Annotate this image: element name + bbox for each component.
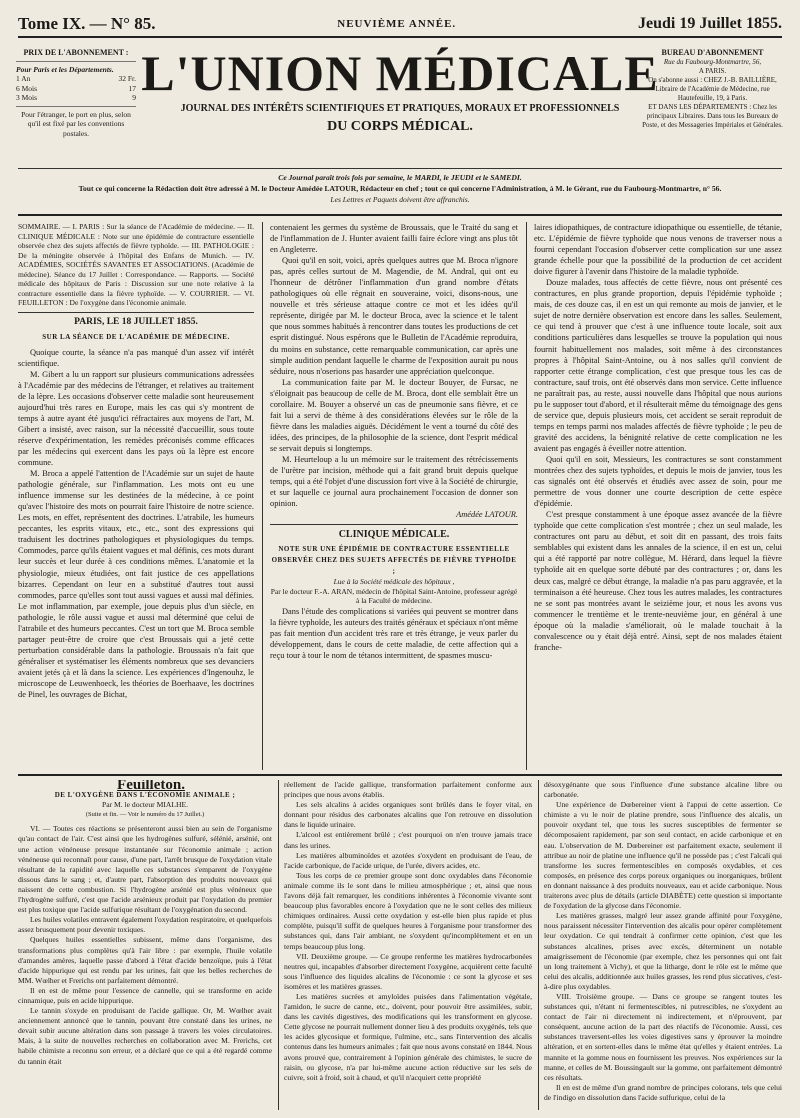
issue-date: Jeudi 19 Juillet 1855. — [637, 15, 782, 32]
journal-corps: DU CORPS MÉDICAL. — [327, 119, 473, 134]
paragraph: réellement de l'acide gallique, transformation parfaitement conforme aux principes que nous avons établis. — [284, 780, 532, 800]
subscription-table — [16, 74, 136, 103]
paragraph: M. Heurteloup a lu un mémoire sur le traitement des rétrécissements de l'urètre par incision, méthode qui a fait grand bruit depuis quelque temps, qui a été l'objet d'une discussion fort vive à la Société de chirurgie, et sur laquelle ce journal aura prochainement l'occasion de donner son opinion. — [270, 454, 518, 509]
paragraph: laires idiopathiques, de contracture idiopathique ou essentielle, de tétanie, etc. L'épidémie de fièvre typhoïde que nous venons de traverser nous a fourni cependant l'occasion d'observer cette complication sur une assez grande échelle pour que la possibilité de la production de cet accident doive figurer à l'avenir dans l'histoire de la maladie typhoïde. — [534, 223, 782, 277]
bureau-address: Rue du Faubourg-Montmartre, 56, — [663, 58, 762, 66]
masthead — [140, 44, 660, 135]
bureau-title: BUREAU D'ABONNEMENT — [661, 48, 764, 57]
publication-redaction: Tout ce qui concerne la Rédaction doit être adressé à M. le Docteur Amédée LATOUR, Rédacteur en chef ; tout ce qui concerne l'Administration, à M. le Gérant, rue du Faubourg-Montmartre, n° 56. — [78, 184, 722, 193]
paragraph: Quoi qu'il en soit, Messieurs, les contractures se sont constamment montrées chez des sujets typhoïdes, et depuis le mois de janvier, tous les cas signalés ont été observés et étudiés avec assez de soin, pour me permettre de vous donner une courte description de cette espèce d'épidémie. — [534, 454, 782, 509]
feuilleton-title: Feuilleton. — [117, 780, 185, 793]
journal-subtitle: JOURNAL DES INTÉRÊTS SCIENTIFIQUES ET PRATIQUES, MORAUX ET PROFESSIONNELS — [180, 103, 620, 114]
paragraph: Le tannin s'oxyde en produisant de l'acide gallique. Or, M. Wœlher avait anciennement annoncé que le tannin, pouvant être constaté dans les urines, ne devait subir aucune altération dans son passage à travers les voies circulatoires. Mais, à la suite de nouvelles recherches en collaboration avec M. Frerichs, cet habile chimiste a reconnu son erreur, et a déclaré que ce qui a été regardé comme du tannin était — [18, 1006, 272, 1066]
publication-info — [18, 172, 782, 205]
feuilleton-divider — [18, 774, 782, 776]
paragraph: Tous les corps de ce premier groupe sont donc oxydables dans l'économie animale comme ils le sont dans le milieu atmosphérique ; et, ainsi que nous l'avons déjà fait remarquer, les conditions inhérentes à l'économie vivante sont beaucoup plus favorables encore à l'oxydation que ne le sont celles des milieux chimiques ordinaires. Aussi cette oxydation y est-elle bien plus rapide et plus complète, puisqu'il suffit de quelques heures à l'organisme pour transformer des substances qui, dans l'air ambiant, ne s'oxydent qu'incomplètement et en un temps beaucoup plus long. — [284, 870, 532, 951]
paragraph: L'alcool est entièrement brûlé ; c'est pourquoi on n'en trouve jamais trace dans les urines. — [284, 830, 532, 850]
bureau-box — [640, 48, 785, 130]
tome-number: Tome IX. — N° 85. — [18, 14, 156, 33]
paragraph: Les matières sucrées et amyloïdes puisées dans l'alimentation végétale, l'amidon, le sucre de canne, etc., doivent, pour pouvoir être assimilées, subir, dans les cavités digestives, des modifications qui les transforment en glycose. Cette glycose ne pourrait nullement donner lieu à des produits oxygénés, tels que les acides glycosique et formique, l'ulmine, etc., sans l'intervention des alcalis contenus dans les humeurs animales ; fait que nous avons constaté en 1844. Nous avons prouvé que, contrairement à l'opinion générale des chimistes, le sucre de raisin, ou glycose, n'a par lui-même aucune action réductive sur les sels de cuivre, soit à froid, soit à chaud, et qu'il n'acquiert cette propriété — [284, 991, 532, 1082]
subscription-box — [16, 48, 136, 138]
paragraph: contenaient les germes du système de Broussais, que le Traité du sang et de l'inflammation de J. Hunter avaient failli faire éclore vingt ans plus tôt en Angleterre. — [270, 223, 518, 255]
feuilleton-column-1 — [18, 780, 272, 1110]
bureau-city: A PARIS. — [698, 67, 727, 75]
paragraph: Les huiles volatiles entravent également l'oxydation respiratoire, et quelquefois assez brusquement pour devenir toxiques. — [18, 915, 272, 935]
lecture-note: Lue à la Société médicale des hôpitaux , — [333, 577, 455, 587]
signature: Amédée LATOUR. — [456, 510, 518, 520]
feuilleton-suite: (Suite et fin. — Voir le numéro du 17 Juillet.) — [85, 811, 205, 819]
paragraph: Dans l'étude des complications si variées qui peuvent se montrer dans la fièvre typhoïde, les auteurs des traités généraux et spéciaux n'ont même pas fait mention d'un accident très rare et très étrange, je veux parler du développement, dans le cours de cette maladie, de cette affection qui a reçu tour à tour le nom de tétanos intermittent, de spasmes muscu- — [270, 606, 518, 661]
section-subtitle: NOTE SUR UNE ÉPIDÉMIE DE CONTRACTURE ESSENTIELLE OBSERVÉE CHEZ DES SUJETS AFFECTÉS DE FIÈVRE TYPHOÏDE ; — [271, 545, 517, 576]
paragraph: M. Gibert a lu un rapport sur plusieurs communications adressées à l'Académie par des médecins de l'étranger, et relatives au traitement de la lèpre. Les occasions d'observer cette maladie sont heureusement aujourd'hui très rares en Europe, mais les cas qui s'y montrent de temps à autre ayant été jusqu'ici réfractaires aux moyens de l'art, M. Gibert a insisté, avec raison, sur la nécessité d'accueillir, sous toute réserve d'expérimentation, les remèdes préconisés comme efficaces par les médecins qui exercent dans les pays où la lèpre est encore commune. — [18, 369, 254, 468]
price-value: 32 Fr. — [118, 74, 136, 83]
paragraph: Il en est de même d'un grand nombre de principes colorans, tels que celui de l'indigo en dissolution dans l'acide sulfurique, celui de la — [544, 1082, 782, 1102]
section-title: CLINIQUE MÉDICALE. — [338, 529, 450, 541]
paragraph: VII. Deuxième groupe. — Ce groupe renferme les matières hydrocarbonées neutres qui, incapables d'absorber directement l'oxygène, acquièrent cette faculté sous l'influence des liquides alcalins de l'économie : ce sont la glycose et ses isomères et les matières grasses. — [284, 951, 532, 991]
top-bar — [18, 12, 782, 38]
paragraph: M. Broca a appelé l'attention de l'Académie sur un sujet de haute pathologie générale, sur l'inflammation. Les mots ont eu une influence immense sur les destinées de la médecine, à ce point qu'avec l'histoire des mots on pourrait faire l'histoire de notre science. Les mots, en effet, représentent des doctrines. L'atrabile, les humeurs peccantes, les esprits vitaux, etc., etc., sont des expressions qui traduisent les doctrines pathologiques et physiologiques du temps. Commodes, parce qu'ils étaient vagues et mal définis, ces mots durant leur succès et leur durée à ces conditions mêmes. L'anatomie et la physiologie, mieux étudiées, ont fait justice de ces appellations bizarres. Cependant on leur en a substitué d'autres tout aussi commodes, parce qu'elles sont tout aussi vagues et aussi mal définies. Le mot inflammation, par exemple, joue depuis plus d'un siècle, en pathologie, le rôle aussi vague et aussi mal déterminé que celui de l'atrabile et des humeurs peccantes. C'est un tort que M. Broca semble partager peut-être de croire que c'est Broussais qui a jeté cette perturbation considérable dans la pathologie. Broussais n'a fait que généraliser et systématiser les éléments nombreux que ses devanciers avaient jetés çà et là dans la science. Les expériences d'Ingenouhz, le microscope de Leuwenhoeck, les théories de Boerhaave, les doctrines de Pinel, les ouvrages de Bichat, — [18, 469, 254, 700]
paragraph: Les matières albuminoïdes et azotées s'oxydent en produisant de l'eau, de l'acide carbonique, de l'acide urique, de l'urée, divers acides, etc. — [284, 850, 532, 870]
price-value: 17 — [128, 83, 136, 93]
paragraph: VIII. Troisième groupe. — Dans ce groupe se rangent toutes les substances qui, n'étant ni fermentescibles, ni putrescibles, ne s'oxydent au contact de l'air ni directement ni indirectement, et n'éprouvent, par conséquent, aucune action de la part des réactifs de l'économie. Aussi, ces substances traversent-elles les voies digestives sans y éprouver la moindre altération, et en sortent-elles dans le même état qu'elles y étaient entrées. La mannite et la gomme nous en fournissent les preuves. Nos expériences sur la manne, et celles de M. Boussingault sur la gomme, ont parfaitement démontré ces résultats. — [544, 991, 782, 1082]
column-1 — [18, 222, 254, 770]
column-3 — [534, 222, 782, 770]
column-rule — [278, 780, 279, 1110]
feuilleton-author: Par M. le docteur MIALHE. — [101, 800, 189, 810]
paragraph: Une expérience de Dœbereiner vient à l'appui de cette assertion. Ce chimiste a vu le noir de platine prendre, sous l'influence des alcalis, un pouvoir oxydant tel, que tous les sucres susceptibles de fermenter se décomposaient rapidement, par son seul contact, en acide carbonique et en eau. L'observation de M. Dœbereiner est parfaitement exacte, seulement il attribue au noir de platine une influence qu'il ne possède pas ; c'est l'alcali qui transforme les sucres fermentescibles en composés oxydables, et ces composés, en présence des corps poreux organiques ou inorganiques, brûlent en donnant naissance à des produits nouveaux, eau et acide carbonique. Nous traiterons avec plus de détails (article DIABÈTE) cette question si importante de l'oxydation de la glycose dans l'économie. — [544, 800, 782, 911]
sommaire: SOMMAIRE. — I. PARIS : Sur la séance de l'Académie de médecine. — II. CLINIQUE MÉDICALE : Note sur une épidémie de contracture essentielle observée chez des sujets affectés de fièvre typhoïde. — III. PATHOLOGIE : De la méningite observée à l'hôpital des Enfans de Munich. — IV. ACADÉMIES, SOCIÉTÉS SAVANTES ET ASSOCIATIONS. (Académie de médecine). Séance du 17 Juillet : Correspondance. — Rapports. — Société médicale des hôpitaux de Paris : Discussion sur une note relative à la contracture essentielle dans la fièvre typhoïde. — V. COURRIER. — VI. FEUILLETON : De l'oxygène dans l'économie animale. — [18, 222, 254, 307]
price-label: 6 Mois — [16, 83, 38, 93]
article-heading: SUR LA SÉANCE DE L'ACADÉMIE DE MÉDECINE. — [42, 332, 230, 341]
column-rule — [262, 222, 263, 770]
paragraph: La communication faite par M. le docteur Bouyer, de Fursac, ne s'éloignait pas beaucoup de celle de M. Broca, dont elle semblait être un corollaire. M. Bouyer a observé un cas de pneumonie sans fièvre, et ce fait lui a servi de thème à des considérations élevées sur le rôle de la fièvre dans les maladies aiguës. Décidément le vent a tourné du côté des idées, des principes, de la philosophie de la science, dont l'esprit médical se servait depuis si longtemps. — [270, 377, 518, 453]
subscription-region: Pour Paris et les Départements. — [16, 64, 114, 74]
feuilleton-column-3 — [544, 780, 782, 1110]
paragraph: désoxygénante que sous l'influence d'une substance alcaline libre ou carbonatée. — [544, 780, 782, 800]
subscription-title: PRIX DE L'ABONNEMENT : — [23, 48, 129, 57]
paragraph: Quoique courte, la séance n'a pas manqué d'un assez vif intérêt scientifique. — [18, 347, 254, 368]
subscription-note: Pour l'étranger, le port en plus, selon qu'il est fixé par les conventions postales. — [21, 109, 131, 138]
publication-frequency: Ce Journal paraît trois fois par semaine, le MARDI, le JEUDI et le SAMEDI. — [278, 173, 522, 182]
paragraph: Quoi qu'il en soit, voici, après quelques autres que M. Broca n'ignore pas, après celles surtout de M. Magendie, de M. Andral, qui ont eu l'honneur de détrôner l'inflammation d'un grand nombre d'états pathologiques où elle régnait en souveraine, voici, disons-nous, une nouvelle et très sérieuse attaque contre ce mot et les idées qu'il représente, dirigée par M. le docteur Broca, avec la science et le talent que nous sommes habitués à rencontrer dans toutes les productions de cet esprit distingué. Nous espérons que le Bulletin de l'Académie reproduira, du moins en substance, cette remarquable communication, car après une simple audition pendant laquelle le charme de l'exposition aurait pu nous séduire, nous n'oserions pas hasarder une appréciation quelconque. — [270, 256, 518, 376]
author-line: Par le docteur F.-A. ARAN, médecin de l'hôpital Saint-Antoine, professeur agrégé à la Faculté de médecine. — [270, 586, 518, 606]
column-rule — [526, 222, 527, 770]
paragraph: Les sels alcalins à acides organiques sont brûlés dans le foyer vital, en donnant pour résidus des carbonates alcalins que l'on retrouve en dissolution dans le liquide urinaire. — [284, 800, 532, 830]
annee: NEUVIÈME ANNÉE. — [337, 18, 457, 30]
divider — [18, 168, 782, 169]
paragraph: Il en est de même pour l'essence de cannelle, qui se transforme en acide cinnamique, puis en acide hippurique. — [18, 985, 272, 1005]
journal-title: L'UNION MÉDICALE — [141, 45, 659, 101]
divider — [18, 214, 782, 216]
price-value: 9 — [132, 93, 136, 102]
paragraph: VI. — Toutes ces réactions se présenteront aussi bien au sein de l'organisme qu'au contact de l'air. C'est ainsi que les hydrogènes sulfuré, sélénié, arsénié, ont une action vénéneuse presque instantanée sur l'économie animale ; action vénéneuse qui reconnaît pour cause, d'une part, l'arrêt brusque de l'oxydation vitale résultant de la rapidité avec laquelle ces substances s'emparent de l'oxygène dissous dans le sang ; et, d'autre part, l'absorption des produits nouveaux qui naissent de cette combustion. Si l'hydrogène arsénié est plus vénéneux que l'hydrogène sulfuré, c'est que l'acide arsénieux produit par l'oxydation du premier est plus toxique que l'acide sulfurique résultant de l'oxygénation du second. — [18, 824, 272, 915]
bureau-chez: On s'abonne aussi : CHEZ J.-B. BAILLIÈRE, Libraire de l'Académie de Médecine, rue Hautefeuille, 19, à Paris. — [648, 76, 777, 102]
price-label: 1 An — [16, 74, 31, 83]
paragraph: Les matières grasses, malgré leur assez grande affinité pour l'oxygène, nous paraissent nécessiter l'intervention des alcalis pour opérer complètement leur oxydation. Ce qui tendrait à confirmer cette opinion, c'est que les substances alcalines, prises avec excès, déterminent un notable amaigrissement de l'économie (par exemple, chez les personnes qui ont fait un long traitement à Vichy), et que la litharge, dont le rôle est le même que celui des alcalis, additionnée aux huiles grasses, les rend plus siccatives, c'est-à-dire plus oxydables. — [544, 911, 782, 991]
dateline: PARIS, LE 18 JUILLET 1855. — [74, 316, 198, 327]
column-2 — [270, 222, 518, 770]
column-rule — [538, 780, 539, 1110]
paragraph: C'est presque constamment à une époque assez avancée de la fièvre typhoïde que cette complication s'est montrée ; chez un seul malade, les contractures ont paru au début, et soit dit en passant, des trois faits semblables qui existent dans les annales de la science, il en est un, celui qui a été rapporté par notre collègue, M. Hérard, dans lequel la fièvre typhoïde ait en quelque sorte débuté par des contractures ; or, dans les deux cas, malgré ce début étrange, la maladie n'a pas paru aggravée, et la terminaison a été heureuse. Chez tous les autres malades, les contractures ne se sont pas montrées avant le seizième jour, et nous les avons vus commencer le trentième et le trente-neuvième jour, en général à une époque où la maladie s'améliorait, où le malade touchait à la convalescence ou y était déjà entré. Ainsi, sept de nos malades étaient franche- — [534, 510, 782, 652]
publication-letters: Les Lettres et Paquets doivent être affranchis. — [330, 195, 470, 204]
paragraph: Douze malades, tous affectés de cette fièvre, nous ont présenté ces contractures, en plus grande proportion, depuis l'épidémie typhoïde ; mais, de ces douze cas, il en est un qui remonte au mois de janvier, et le sujet de notre dernière observation est encore dans les salles. Seulement, ce qui tend à prouver que c'est à une influence toute locale, soit aux conditions particulières dans lesquelles se trouve la population qui nous fournit habituellement nos malades, soit même à des circonstances propres à l'hôpital Saint-Antoine, ou à nos salles qu'il convient de rapporter cette étrange complication, c'est que presque tous les cas de contracture, sauf trois, ont été observés dans mon service. Cette influence ne paraîtrait pas, au reste, aussi nouvelle dans l'hôpital que nous aurions pu le supposer tout d'abord, et il résulterait même du témoignage des gens de service que, depuis plusieurs mois, cet accident se serait reproduit de temps en temps parmi nos malades affectés de fièvre typhoïde ; le peu de gravité des accidens, la bénignité relative de cette complication ne les avaient pas engagés à éveiller notre attention. — [534, 278, 782, 453]
bureau-departements: ET DANS LES DÉPARTEMENTS : Chez les principaux Libraires. Dans tous les Bureaux de Poste, et des Messageries Impériales et Générales. — [642, 103, 783, 129]
paragraph: Quelques huiles essentielles subissent, même dans l'organisme, des transformations plus complètes qu'à l'air libre : par exemple, l'huile volatile d'amandes amères, laquelle passe d'abord à l'état d'acide benzoïque, puis à l'état d'acide hippurique qui est rendu par les urines, fait que les belles recherches de MM. Wœlher et Frerichs ont parfaitement démontré. — [18, 935, 272, 985]
feuilleton-column-2 — [284, 780, 532, 1110]
price-label: 3 Mois — [16, 93, 38, 102]
feuilleton-subtitle: DE L'OXYGÈNE DANS L'ÉCONOMIE ANIMALE ; — [54, 791, 236, 800]
